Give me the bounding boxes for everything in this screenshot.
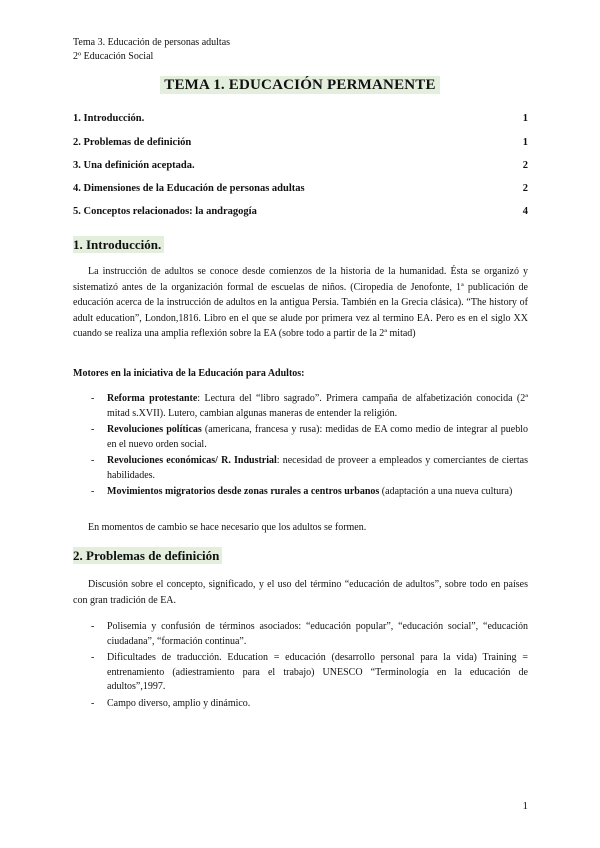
toc-entry[interactable] [73, 113, 528, 124]
toc-entry[interactable] [73, 137, 528, 148]
dash-bullet: - [91, 621, 95, 632]
page-title [0, 76, 600, 94]
toc-page: 1 [522, 137, 528, 148]
toc-entry[interactable] [73, 206, 528, 217]
closing-paragraph: En momentos de cambio se hace necesario que los adultos se formen. [88, 522, 367, 533]
dash-bullet: - [91, 424, 95, 435]
problemas-paragraph: Discusión sobre el concepto, significado, y el uso del término “educación de adultos”, sobre todo en países con gran tradición de EA. [73, 579, 528, 606]
dash-bullet: - [91, 652, 95, 663]
toc-label: 5. Conceptos relacionados: la andragogía [73, 206, 257, 217]
toc-label: 4. Dimensiones de la Educación de personas adultas [73, 183, 305, 194]
list-item: - Revoluciones políticas (americana, francesa y rusa): medidas de EA como medio de integrar al pueblo en el nuevo orden social. [91, 424, 528, 450]
toc-page: 2 [522, 160, 528, 171]
problemas-list [73, 620, 528, 713]
toc-label: 2. Problemas de definición [73, 137, 192, 148]
list-item: - Movimientos migratorios desde zonas rurales a centros urbanos (adaptación a una nueva cultura) [73, 485, 528, 500]
toc-entry[interactable] [73, 160, 528, 171]
list-item: - Campo diverso, amplio y dinámico. [73, 697, 528, 712]
dash-bullet: - [91, 697, 95, 709]
section-heading-problemas: 2. Problemas de definición [73, 548, 222, 564]
motores-list [73, 392, 528, 502]
list-item: - Revoluciones económicas/ R. Industrial: necesidad de proveer a empleados y comerciantes de ciertas habilidades. [91, 455, 528, 481]
list-item: - Polisemia y confusión de términos asociados: “educación popular”, “educación social”, “educación ciudadana”, “formación continua”. [91, 621, 528, 647]
page-number: 1 [522, 800, 528, 812]
list-item: - Dificultades de traducción. Education = educación (desarrollo personal para la vida) Training = entrenamiento (adiestramiento para el trabajo) UNESCO “Terminología en la educación de adultos”,1997. [91, 652, 528, 692]
dash-bullet: - [91, 486, 95, 497]
intro-paragraph: La instrucción de adultos se conoce desde comienzos de la historia de la humanidad. Ésta se organizó y sistematizó antes de la organización formal de escuelas de niños. (Ciropedia de Jenofonte, 1ª publicación de educación acerca de la instrucción de adultos en la antigua Persia. También en la Grecia clásica). “The history of adult education”, London,1816. Libro en el que se alude por primera vez al termino EA. Pero es en el siglo XX cuando se realiza una amplia reflexión sobre la EA (sobre todo a partir de la 2ª mitad) [73, 266, 528, 339]
list-item: - Reforma protestante: Lectura del “libro sagrado”. Primera campaña de alfabetización conocida (2ª mitad s.XVII). Lutero, cambian algunas maneras de entender la religión. [91, 393, 528, 419]
toc-label: 3. Una definición aceptada. [73, 160, 195, 171]
motores-subheading: Motores en la iniciativa de la Educación para Adultos: [73, 368, 305, 379]
header-course-title: Tema 3. Educación de personas adultas [73, 37, 231, 48]
toc-page: 1 [522, 113, 528, 124]
toc-page: 4 [522, 206, 528, 217]
page-title-text: TEMA 1. EDUCACIÓN PERMANENTE [160, 76, 439, 94]
toc-label: 1. Introducción. [73, 113, 145, 124]
header-course-year: 2º Educación Social [73, 51, 154, 62]
dash-bullet: - [91, 393, 95, 404]
dash-bullet: - [91, 455, 95, 466]
toc-entry[interactable] [73, 183, 528, 194]
section-heading-introduccion: 1. Introducción. [73, 237, 164, 253]
toc-page: 2 [522, 183, 528, 194]
